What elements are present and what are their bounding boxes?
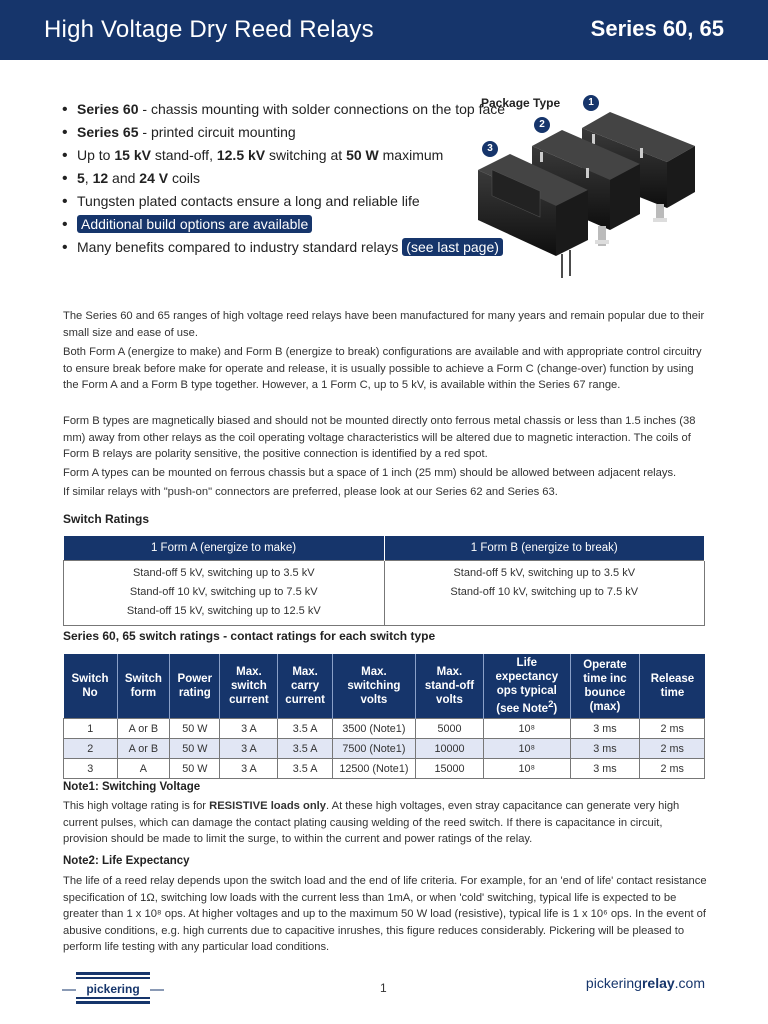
list-item: • Many benefits compared to industry standard relays (see last page) bbox=[62, 238, 522, 257]
package-number-3: 3 bbox=[482, 141, 498, 157]
list-item: • Series 65 - printed circuit mounting bbox=[62, 123, 522, 142]
form-a-cell: Stand-off 5 kV, switching up to 3.5 kV Stand-off 10 kV, switching up to 7.5 kV Stand-off 15 kV, switching up to 12.5 kV bbox=[64, 561, 385, 626]
list-item: • Series 60 - chassis mounting with solder connections on the top face bbox=[62, 100, 522, 119]
form-paragraph: Both Form A (energize to make) and Form B (energize to break) configurations are available and with appropriate control circuitry to ensure break before make for operate and release, it is usually possible to achieve a Form C (change-over) function by using the Form A and a Form B type together. However, a 1 Form C, up to 5 kV, is available within the Series 67 range. bbox=[63, 346, 702, 392]
column-header: Switch form bbox=[117, 654, 169, 719]
note2-heading: Note2: Life Expectancy bbox=[63, 855, 190, 867]
column-header: Max. carry current bbox=[278, 654, 333, 719]
column-header: 1 Form B (energize to break) bbox=[384, 536, 705, 561]
switch-ratings-table bbox=[63, 536, 705, 626]
note1-text: This high voltage rating is for RESISTIVE loads only. At these high voltages, even stray capacitance can generate very high current pulses, which can damage the contact plating causing welding of the reed switch. If there is capacitance in circuit, provision should be made to limit the surge, to within the current and power ratings of the relay. bbox=[63, 800, 680, 846]
push-on-paragraph: If similar relays with "push-on" connectors are preferred, please look at our Series 62 and Series 63. bbox=[63, 486, 558, 498]
table-row: 3 A 50 W 3 A 3.5 A 12500 (Note1) 15000 10⁸ 3 ms 2 ms bbox=[64, 759, 705, 779]
column-header: Life expectancy ops typical (see Note$^2$) bbox=[484, 654, 570, 719]
table-row: 2 A or B 50 W 3 A 3.5 A 7500 (Note1) 10000 10⁸ 3 ms 2 ms bbox=[64, 739, 705, 759]
list-item: • Up to 15 kV stand-off, 12.5 kV switching at 50 W maximum bbox=[62, 146, 522, 165]
pickering-logo bbox=[62, 970, 164, 1004]
feature-list bbox=[62, 100, 522, 261]
switch-ratings-heading: Switch Ratings bbox=[63, 512, 150, 526]
series-title: Series 60, 65 bbox=[590, 16, 724, 41]
list-item bbox=[62, 215, 522, 234]
note1-heading: Note1: Switching Voltage bbox=[63, 781, 201, 793]
column-header: Max. switching volts bbox=[332, 654, 415, 719]
package-type-label: Package Type bbox=[481, 96, 561, 110]
column-header: Release time bbox=[640, 654, 705, 719]
build-options-link[interactable]: Additional build options are available bbox=[77, 215, 312, 233]
table-row bbox=[64, 561, 705, 626]
page-number: 1 bbox=[380, 981, 387, 995]
package-number-2: 2 bbox=[534, 117, 550, 133]
list-item: • 5, 12 and 24 V coils bbox=[62, 169, 522, 188]
form-b-paragraph: Form B types are magnetically biased and should not be mounted directly onto ferrous metal chassis or less than 1.5 inches (38 mm) away from other relays as the coil operating voltage characteristics will be altered due to magnetic interaction. The coils of Form B relays are polarity sensitive, the positive connection is identified by a red spot. bbox=[63, 415, 696, 461]
contact-ratings-table bbox=[63, 654, 705, 779]
column-header: Max. switch current bbox=[220, 654, 278, 719]
see-last-page-link[interactable]: (see last page) bbox=[402, 238, 503, 256]
column-header: Operate time inc bounce (max) bbox=[570, 654, 640, 719]
page-header bbox=[0, 0, 768, 60]
form-a-paragraph: Form A types can be mounted on ferrous chassis but a space of 1 inch (25 mm) should be allowed between adjacent relays. bbox=[63, 467, 677, 479]
intro-paragraph: The Series 60 and 65 ranges of high voltage reed relays have been manufactured for many years and remain popular due to their small size and ease of use. bbox=[63, 310, 705, 339]
website-link[interactable]: pickeringrelay.com bbox=[585, 975, 705, 991]
column-header: 1 Form A (energize to make) bbox=[64, 536, 385, 561]
form-b-cell: Stand-off 5 kV, switching up to 3.5 kV Stand-off 10 kV, switching up to 7.5 kV bbox=[384, 561, 705, 626]
column-header: Max. stand-off volts bbox=[415, 654, 483, 719]
page-title: High Voltage Dry Reed Relays bbox=[44, 16, 374, 43]
note2-text: The life of a reed relay depends upon the switch load and the end of life criteria. For example, for an 'end of life' contact resistance specification of 1Ω, switching low loads with the current less than 1mA, or when 'cold' switching, typical life is expected to be greater than 1 x 10⁸ ops. At higher voltages and up to the maximum 50 W load (resistive), typical life is 1 x 10⁶ ops. In the event of abusive conditions, e.g. high currents due to capacitive inrushes, this figure reduces considerably. Pickering will be pleased to perform life testing with any particular load conditions. bbox=[63, 875, 707, 954]
relay-product-image bbox=[470, 108, 720, 278]
column-header: Power rating bbox=[170, 654, 220, 719]
column-header: Switch No bbox=[64, 654, 118, 719]
contact-ratings-heading: Series 60, 65 switch ratings - contact ratings for each switch type bbox=[63, 629, 436, 643]
list-item: • Tungsten plated contacts ensure a long and reliable life bbox=[62, 192, 522, 211]
table-row: 1 A or B 50 W 3 A 3.5 A 3500 (Note1) 5000 10⁸ 3 ms 2 ms bbox=[64, 719, 705, 739]
logo-text: pickering bbox=[86, 982, 140, 996]
package-number-1: 1 bbox=[583, 95, 599, 111]
